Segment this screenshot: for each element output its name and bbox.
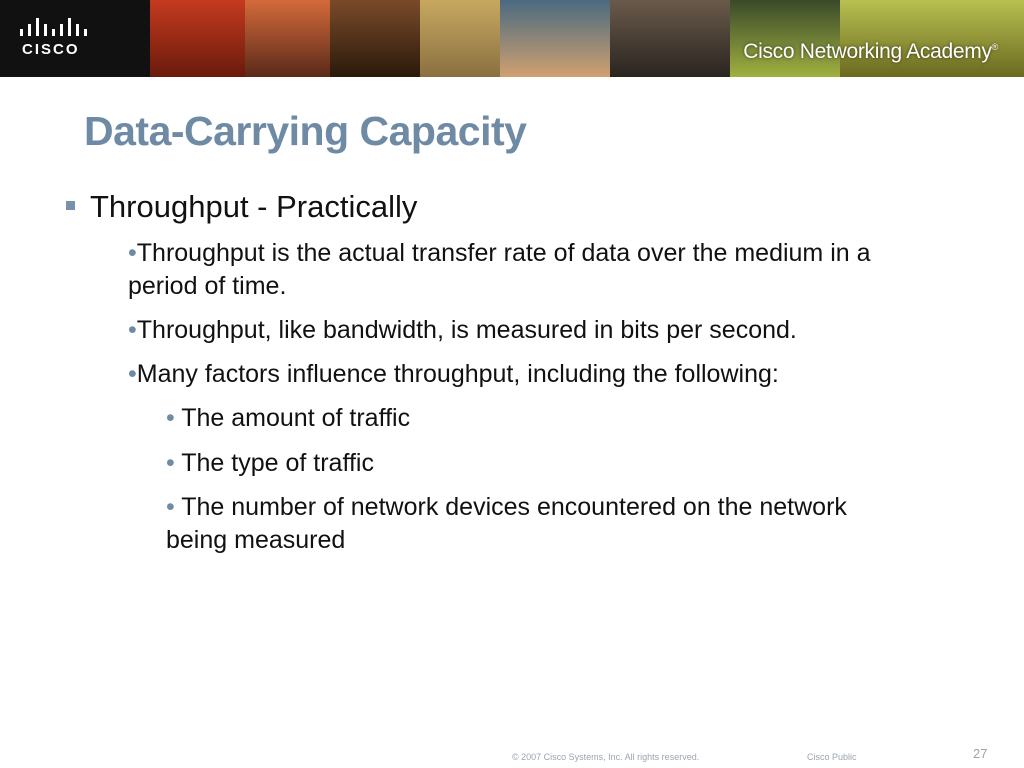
cisco-logo: [0, 0, 150, 77]
sub-sub-bullet: • The amount of traffic: [166, 404, 411, 432]
photo-tile: [150, 0, 245, 77]
photo-tile: [730, 0, 840, 77]
sub-bullet: •Many factors influence throughput, including the following:: [128, 360, 779, 388]
cisco-wordmark: CISCO: [22, 41, 80, 58]
copyright-footer: © 2007 Cisco Systems, Inc. All rights reserved.: [512, 752, 700, 762]
academy-title: Cisco Networking Academy®: [743, 40, 998, 63]
sub-sub-bullet: • The type of traffic: [166, 449, 374, 477]
bullet-text: Throughput - Practically: [90, 189, 418, 224]
sub-sub-bullet-text: The amount of traffic: [181, 404, 411, 432]
page-number: 27: [973, 746, 988, 761]
photo-tile: [420, 0, 500, 77]
photo-collage: [150, 0, 1024, 77]
sub-bullet: •Throughput, like bandwidth, is measured in bits per second.: [128, 316, 797, 344]
sub-bullet-text: Throughput, like bandwidth, is measured in bits per second.: [136, 316, 797, 344]
square-bullet-icon: [66, 201, 75, 210]
photo-tile: [330, 0, 420, 77]
cisco-bars-icon: [20, 18, 92, 36]
photo-tile: [840, 0, 1024, 77]
photo-tile: [500, 0, 610, 77]
photo-tile: [245, 0, 330, 77]
sub-sub-bullet-text: The number of network devices encountered on the network being measured: [166, 493, 847, 554]
slide-title: Data-Carrying Capacity: [84, 108, 527, 154]
sub-sub-bullet-text: The type of traffic: [181, 449, 374, 477]
sub-bullet-text: Throughput is the actual transfer rate of data over the medium in a period of time.: [128, 239, 871, 300]
sub-sub-bullet: • The number of network devices encountered on the network being measured: [166, 493, 847, 554]
sub-bullet-text: Many factors influence throughput, including the following:: [136, 360, 779, 388]
photo-tile: [610, 0, 730, 77]
sub-bullet: •Throughput is the actual transfer rate of data over the medium in a period of time.: [128, 239, 871, 300]
header-banner: [0, 0, 1024, 77]
classification-footer: Cisco Public: [807, 752, 857, 762]
